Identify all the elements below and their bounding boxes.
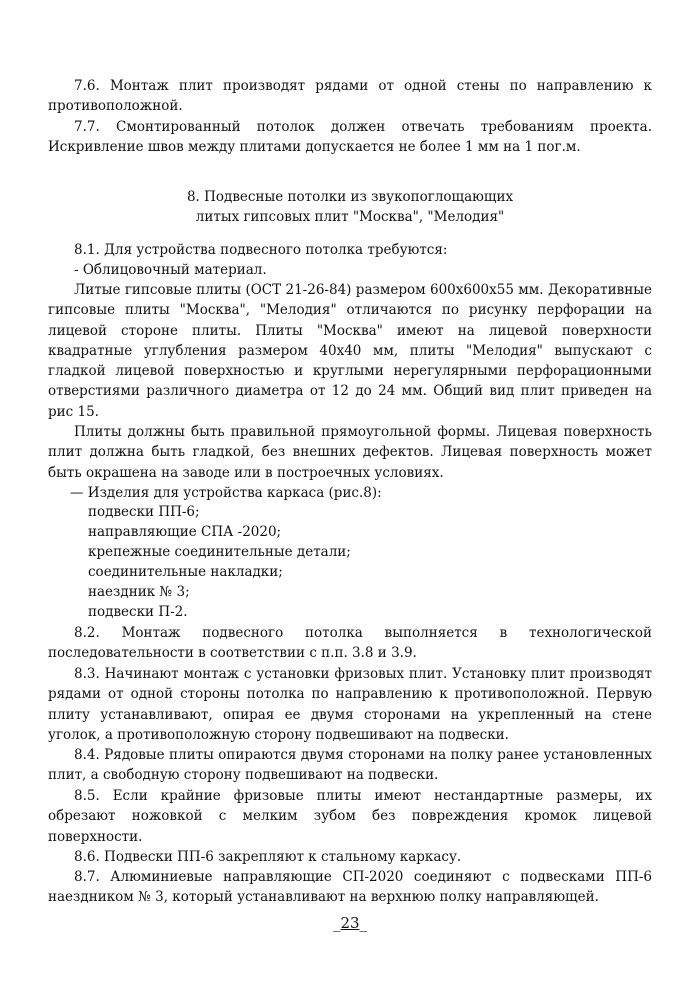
paragraph-8-1: 8.1. Для устройства подвесного потолка требуются: [74, 242, 448, 258]
list-item: подвески ПП-6; [88, 504, 200, 520]
page-number: _23_ [332, 914, 368, 932]
paragraph-8-6: 8.6. Подвески ПП-6 закрепляют к стальному каркасу. [74, 849, 462, 865]
paragraph-8-2: 8.2. Монтаж подвесного потолка выполняется в технологической последовательности в соответствии с п.п. 3.8 и 3.9. [48, 625, 652, 662]
list-item: соединительные накладки; [88, 564, 283, 580]
list-item: наездник № 3; [88, 584, 190, 600]
frame-items-label: — Изделия для устройства каркаса (рис.8): [70, 485, 382, 501]
paragraph-8-7: 8.7. Алюминиевые направляющие СП-2020 соединяют с подвесками ПП-6 наездником № 3, который устанавливают на верхнюю полку направляющей. [48, 869, 652, 906]
paragraph-7-7: 7.7. Смонтированный потолок должен отвечать требованиям проекта. Искривление швов между плитами допускается не более 1 мм на 1 пог.м. [48, 119, 652, 156]
material-label: - Облицовочный материал. [74, 262, 267, 278]
paragraph-8-3: 8.3. Начинают монтаж с установки фризовых плит. Установку плит производят рядами от одной стороны потолка по направлению к противоположной. Первую плиту устанавливают, опирая ее двумя сторонами на укрепленный на стене уголок, а противоположную сторону подвешивают на подвески. [48, 666, 652, 743]
list-item: крепежные соединительные детали; [88, 544, 351, 560]
list-item: направляющие СПА -2020; [88, 524, 282, 540]
paragraph-8-5: 8.5. Если крайние фризовые плиты имеют нестандартные размеры, их обрезают ножовкой с мелким зубом без повреждения кромок лицевой поверхности. [48, 788, 652, 845]
paragraph-7-6: 7.6. Монтаж плит производят рядами от одной стены по направлению к противоположной. [48, 78, 652, 115]
slabs-description: Литые гипсовые плиты (ОСТ 21-26-84) размером 600x600x55 мм. Декоративные гипсовые плиты "Москва", "Мелодия" отличаются по рисунку перфорации на лицевой стороне плиты. Плиты "Москва" имеют на лицевой поверхности квадратные углубления размером 40x40 мм, плиты "Мелодия" выпускают с гладкой лицевой поверхностью и круглыми нерегулярными перфорационными отверстиями различного диаметра от 12 до 24 мм. Общий вид плит приведен на рис 15. [48, 282, 652, 420]
section-heading-line-2: литых гипсовых плит "Москва", "Мелодия" [195, 209, 505, 225]
paragraph-8-4: 8.4. Рядовые плиты опираются двумя сторонами на полку ранее установленных плит, а свободную сторону подвешивают на подвески. [48, 747, 652, 784]
list-item: подвески П-2. [88, 604, 188, 620]
shape-requirement: Плиты должны быть правильной прямоугольной формы. Лицевая поверхность плит должна быть гладкой, без внешних дефектов. Лицевая поверхность может быть окрашена на заводе или в построечных условиях. [48, 424, 652, 481]
page-number-value: 23 [340, 914, 360, 932]
section-heading-line-1: 8. Подвесные потолки из звукопоглощающих [186, 189, 514, 205]
